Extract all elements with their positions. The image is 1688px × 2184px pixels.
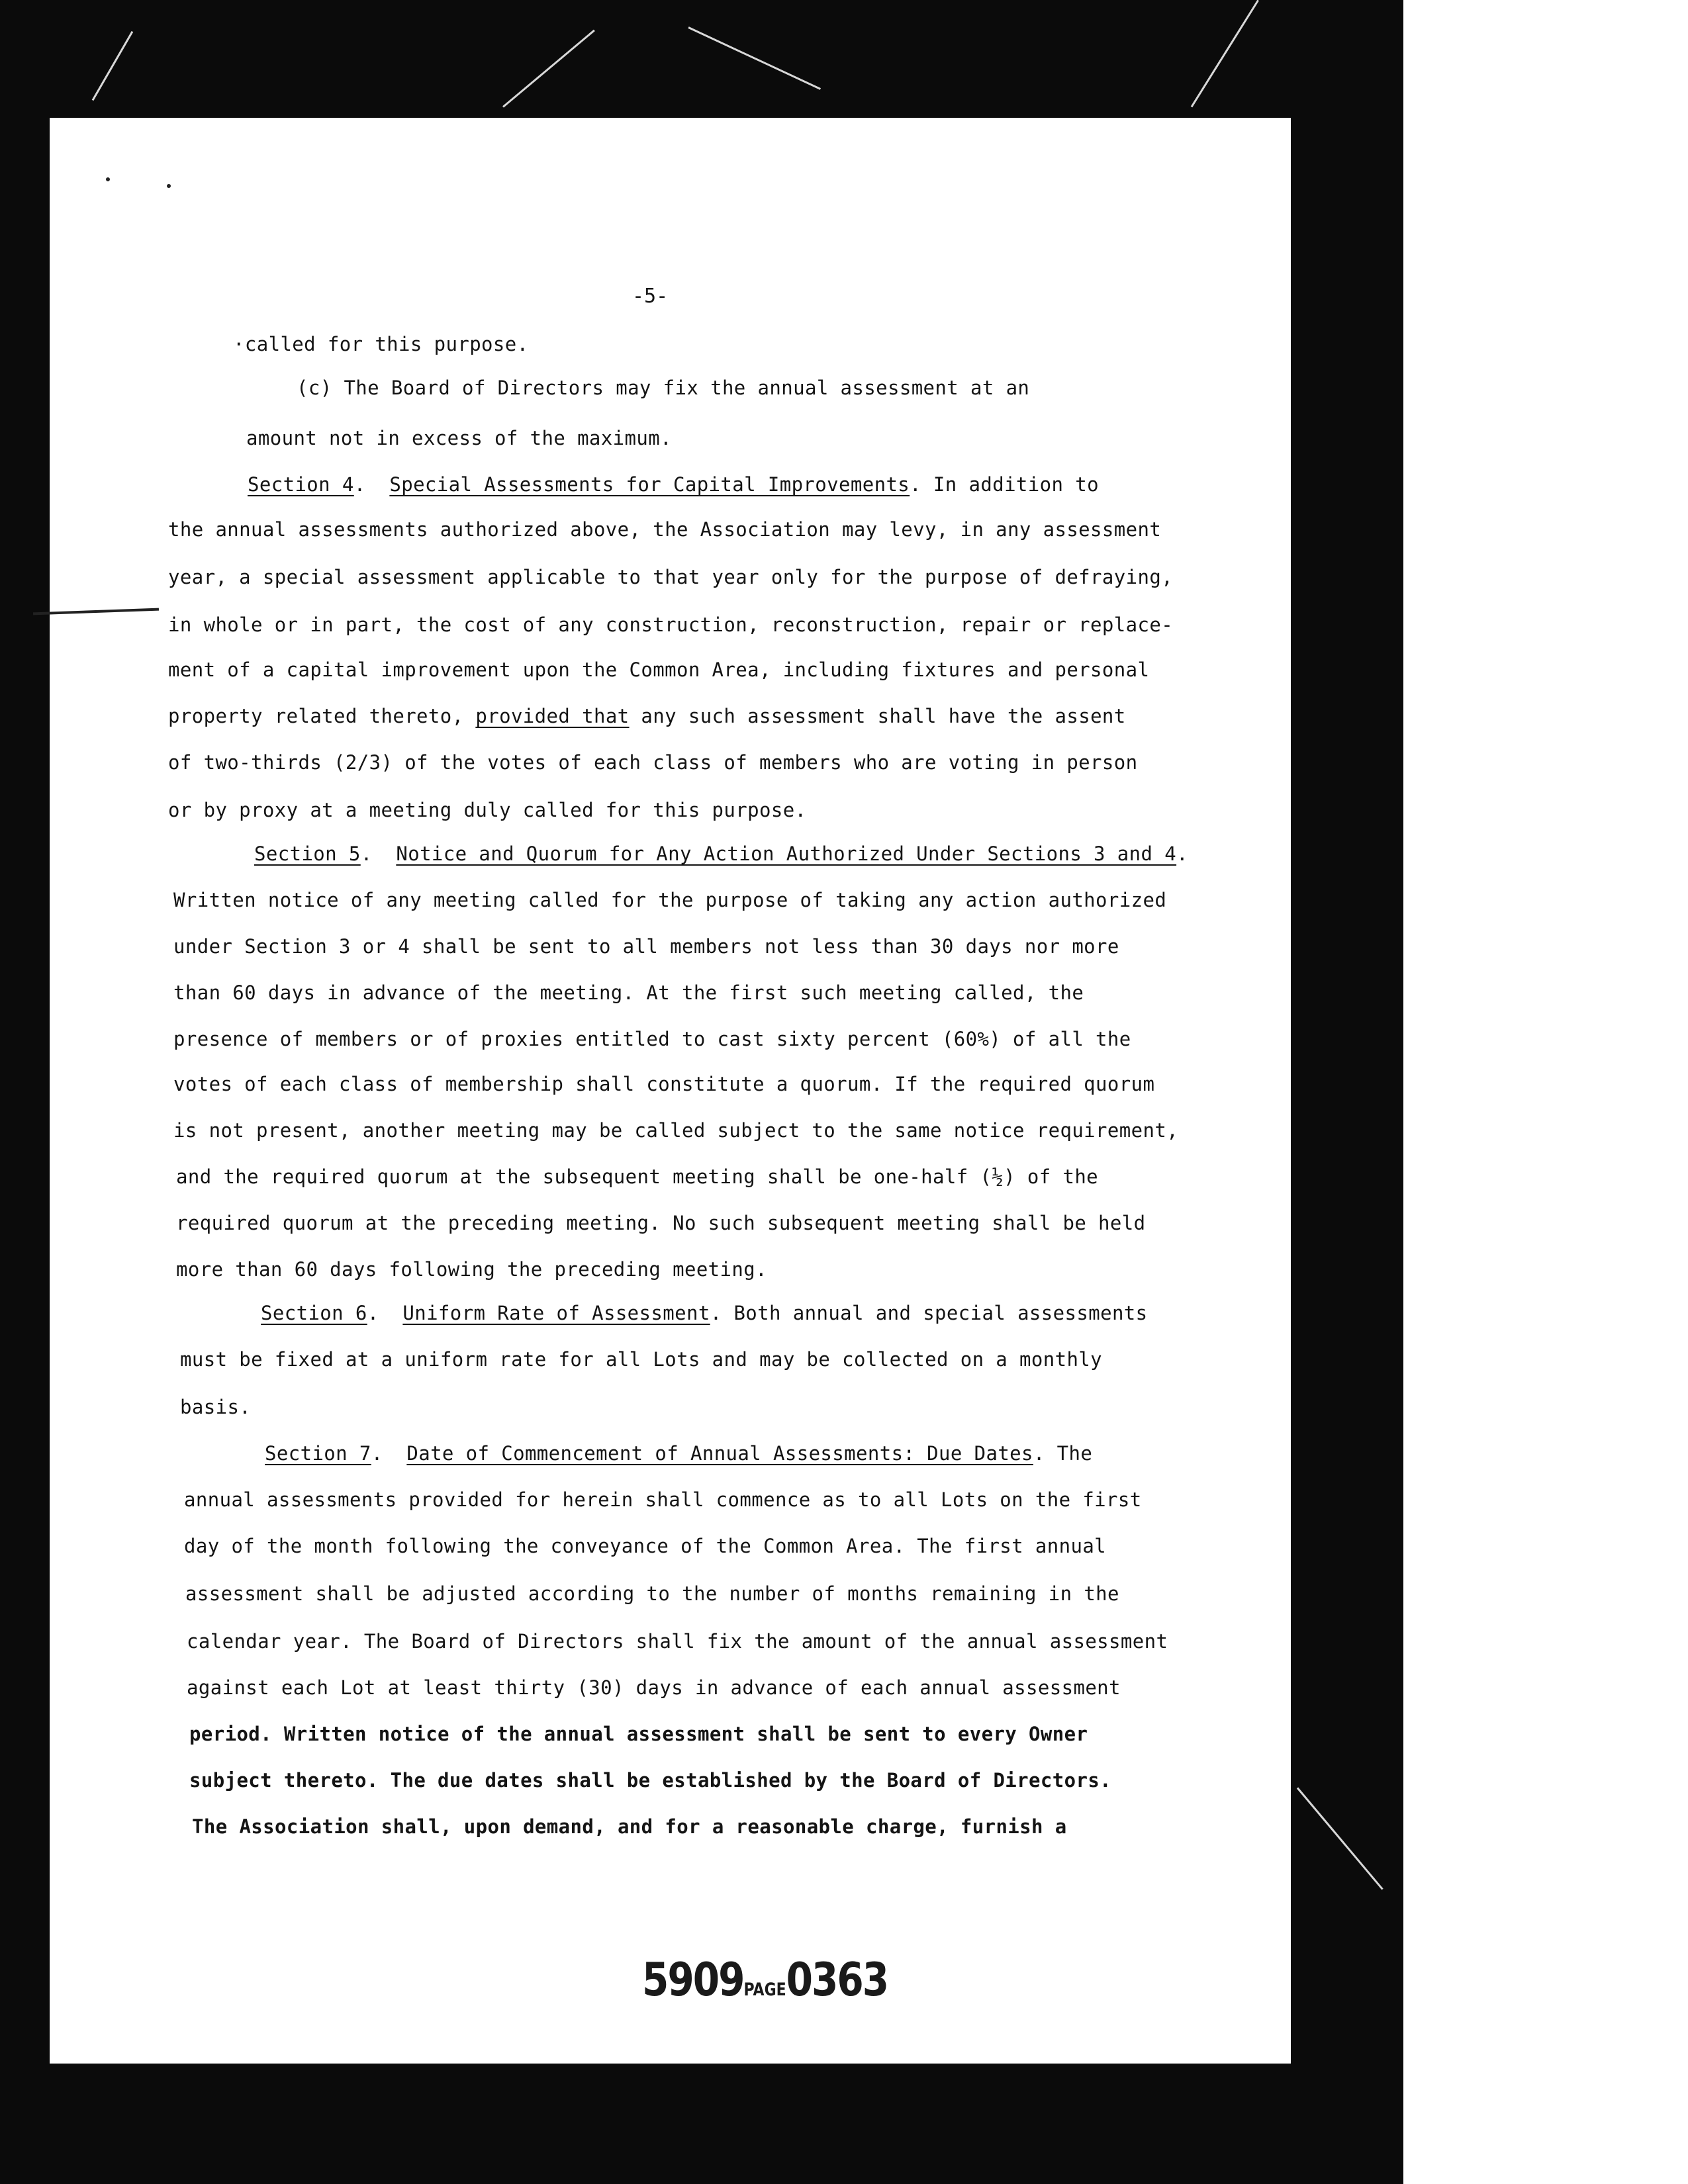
text-line: day of the month following the conveyance of the Common Area. The first annual [184,1535,1107,1557]
section-4-heading: Section 4 [248,473,354,496]
scan-right-margin [1403,0,1688,2184]
text-line: Written notice of any meeting called for the purpose of taking any action authorized [173,889,1167,911]
text-segment: property related thereto, [168,705,476,727]
text-line: more than 60 days following the preceding meeting. [176,1258,767,1281]
section-7-heading: Section 7 [265,1442,371,1465]
text-line: votes of each class of membership shall constitute a quorum. If the required quorum [173,1073,1155,1095]
section-6-paragraph-start: Section 6. Uniform Rate of Assessment. Both annual and special assessments [261,1302,1148,1324]
section-4-text: In addition to [921,473,1099,496]
text-line: ·called for this purpose. [233,333,529,355]
section-6-title: Uniform Rate of Assessment [402,1302,710,1324]
text-line: is not present, another meeting may be called subject to the same notice requirement, [173,1119,1179,1142]
recording-stamp [642,1952,888,2007]
section-4-title: Special Assessments for Capital Improvements [389,473,910,496]
text-line: ment of a capital improvement upon the Common Area, including fixtures and personal [168,659,1150,681]
section-6-heading: Section 6 [261,1302,367,1324]
ink-speck [167,184,171,188]
provided-that-phrase: provided that [475,705,630,727]
text-line: under Section 3 or 4 shall be sent to all members not less than 30 days nor more [173,935,1119,958]
text-line: year, a special assessment applicable to that year only for the purpose of defraying, [168,566,1174,588]
page-number: -5- [632,285,669,308]
section-5-heading: Section 5 [254,842,361,865]
text-line: subject thereto. The due dates shall be established by the Board of Directors. [189,1769,1112,1792]
section-4-paragraph-start: Section 4. Special Assessments for Capital Improvements. In addition to [248,473,1099,496]
section-7-text: The [1045,1442,1093,1465]
stamp-page-word: PAGE [743,1980,786,2000]
text-line: of two-thirds (2/3) of the votes of each class of members who are voting in person [168,751,1138,774]
text-line: and the required quorum at the subsequent meeting shall be one-half (½) of the [176,1165,1099,1188]
section-5-paragraph-start: Section 5. Notice and Quorum for Any Action Authorized Under Sections 3 and 4. [254,842,1188,865]
section-6-text: Both annual and special assessments [722,1302,1148,1324]
text-line: than 60 days in advance of the meeting. At the first such meeting called, the [173,981,1084,1004]
section-5-title: Notice and Quorum for Any Action Authorized Under Sections 3 and 4 [396,842,1177,865]
text-line: presence of members or of proxies entitled to cast sixty percent (60%) of all the [173,1028,1131,1050]
text-line: annual assessments provided for herein shall commence as to all Lots on the first [184,1488,1142,1511]
text-line: must be fixed at a uniform rate for all Lots and may be collected on a monthly [180,1348,1103,1371]
text-line: basis. [180,1396,252,1418]
text-line: The Association shall, upon demand, and for a reasonable charge, furnish a [192,1815,1067,1838]
ink-speck [106,177,110,181]
text-line: required quorum at the preceding meeting. No such subsequent meeting shall be held [176,1212,1146,1234]
text-line: amount not in excess of the maximum. [246,427,672,449]
text-line: or by proxy at a meeting duly called for this purpose. [168,799,807,821]
section-7-title: Date of Commencement of Annual Assessments: Due Dates [406,1442,1033,1465]
text-line: assessment shall be adjusted according to the number of months remaining in the [185,1582,1119,1605]
text-line: against each Lot at least thirty (30) days in advance of each annual assessment [187,1676,1121,1699]
text-line: calendar year. The Board of Directors shall fix the amount of the annual assessment [187,1630,1168,1653]
stamp-page-number: 0363 [786,1952,888,2007]
text-line: period. Written notice of the annual assessment shall be sent to every Owner [189,1723,1088,1745]
text-line [168,707,1126,726]
text-segment: any such assessment shall have the assent [629,705,1126,727]
stamp-book-number: 5909 [642,1952,744,2007]
text-line: (c) The Board of Directors may fix the annual assessment at an [297,377,1030,399]
text-line: the annual assessments authorized above, the Association may levy, in any assessment [168,518,1162,541]
section-7-paragraph-start: Section 7. Date of Commencement of Annual Assessments: Due Dates. The [265,1442,1093,1465]
text-line: in whole or in part, the cost of any construction, reconstruction, repair or replace- [168,614,1174,636]
